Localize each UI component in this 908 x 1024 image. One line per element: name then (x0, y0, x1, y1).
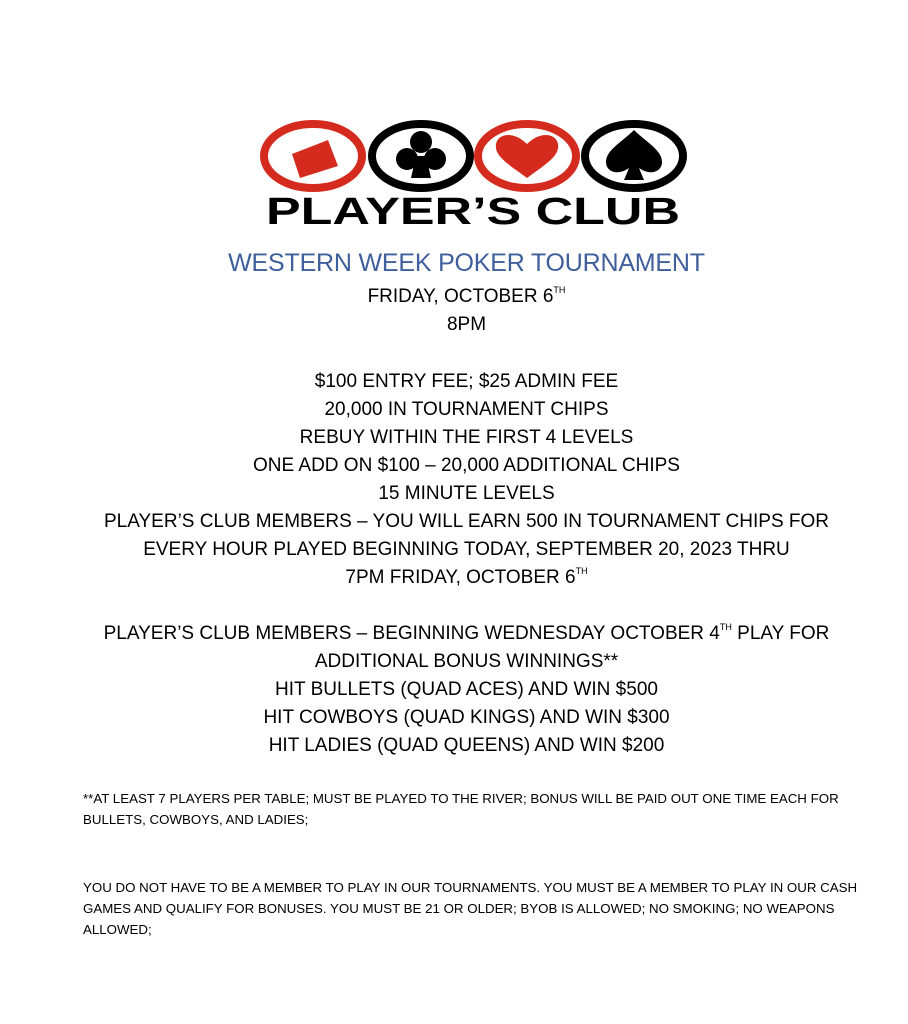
club-icon (372, 124, 470, 188)
logo-wordmark: PLAYER’S CLUB (266, 191, 680, 233)
bonus-intro: PLAYER’S CLUB MEMBERS – BEGINNING WEDNESDAY OCTOBER 4TH PLAY FOR (103, 622, 830, 644)
membership-footnote: YOU DO NOT HAVE TO BE A MEMBER TO PLAY IN OUR TOURNAMENTS. YOU MUST BE A MEMBER TO PLAY IN OUR CASH GAMES AND QUALIFY FOR BONUSES. YOU MUST BE 21 OR OLDER; BYOB IS ALLOWED; NO SMOKING; NO WEAPONS ALLOWED; (83, 880, 858, 937)
event-info (0, 283, 908, 339)
detail-line: REBUY WITHIN THE FIRST 4 LEVELS (299, 427, 634, 448)
event-date: FRIDAY, OCTOBER 6TH (367, 285, 566, 307)
detail-line: EVERY HOUR PLAYED BEGINNING TODAY, SEPTEMBER 20, 2023 THRU (143, 539, 790, 560)
detail-line: 7PM FRIDAY, OCTOBER 6TH (345, 566, 588, 588)
bonus-item: HIT LADIES (QUAD QUEENS) AND WIN $200 (268, 735, 665, 756)
bonus-section (0, 620, 908, 760)
detail-line: PLAYER’S CLUB MEMBERS – YOU WILL EARN 500 IN TOURNAMENT CHIPS FOR (104, 511, 829, 532)
detail-line: ONE ADD ON $100 – 20,000 ADDITIONAL CHIPS (253, 455, 680, 476)
tournament-details (0, 368, 908, 592)
ordinal-suffix: TH (553, 285, 566, 295)
page-title: WESTERN WEEK POKER TOURNAMENT (228, 249, 705, 277)
logo-graphic (258, 118, 688, 233)
bonus-item: HIT BULLETS (QUAD ACES) AND WIN $500 (275, 679, 658, 700)
detail-line: 15 MINUTE LEVELS (378, 483, 555, 504)
bonus-rules-footnote: **AT LEAST 7 PLAYERS PER TABLE; MUST BE PLAYED TO THE RIVER; BONUS WILL BE PAID OUT ONE TIME EACH FOR BULLETS, COWBOYS, AND LADIES; (83, 791, 839, 827)
bonus-item: HIT COWBOYS (QUAD KINGS) AND WIN $300 (263, 707, 670, 728)
ordinal-suffix: TH (575, 566, 588, 576)
spade-icon (585, 124, 683, 188)
diamond-icon (264, 124, 362, 188)
players-club-logo (258, 118, 688, 233)
ordinal-suffix: TH (719, 622, 732, 632)
detail-line: $100 ENTRY FEE; $25 ADMIN FEE (314, 371, 619, 392)
detail-line: 20,000 IN TOURNAMENT CHIPS (324, 399, 609, 420)
heart-icon (478, 124, 576, 188)
event-time: 8PM (446, 314, 487, 335)
bonus-intro-line2: ADDITIONAL BONUS WINNINGS** (314, 651, 619, 672)
